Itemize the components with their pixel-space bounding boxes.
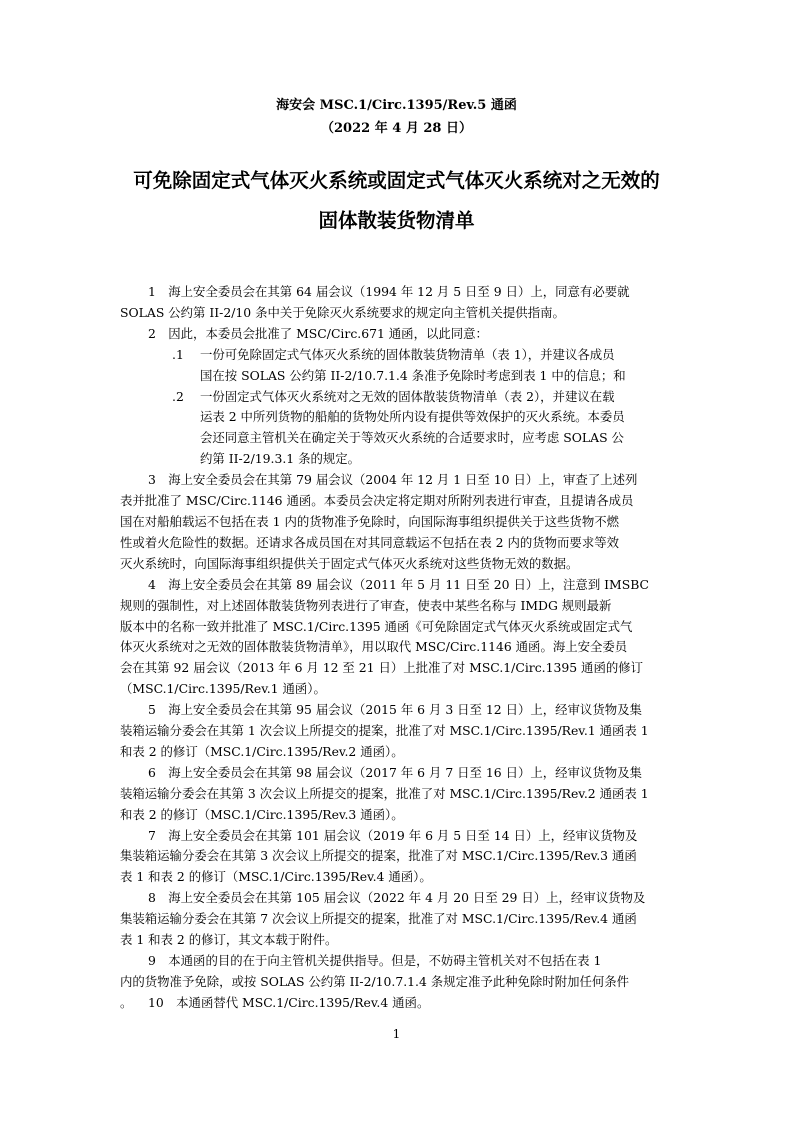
list-item-1: [120, 345, 674, 366]
paragraph-5-line: 和表 2 的修订（MSC.1/Circ.1395/Rev.2 通函）。: [120, 743, 404, 759]
paragraph-4-line: 4 海上安全委员会在其第 89 届会议（2011 年 5 月 11 日至 20 日）上，注意到 IMSBC: [148, 576, 650, 592]
paragraph-5-line: 5 海上安全委员会在其第 95 届会议（2015 年 6 月 3 日至 12 日）上，经审议货物及集: [148, 702, 642, 718]
paragraph-8-line: 8 海上安全委员会在其第 105 届会议（2022 年 4 月 20 日至 29 日）上，经审议货物及: [148, 890, 646, 906]
paragraph-3-line: 性或着火危险性的数据。还请求各成员国在对其同意载运不包括在表 2 内的货物而要求等效: [120, 534, 619, 550]
paragraph-4-line: （MSC.1/Circ.1395/Rev.1 通函）。: [120, 681, 326, 697]
list-item-2: [120, 387, 674, 408]
list-item-1-marker: .1: [172, 346, 184, 362]
paragraph-4-line: 版本中的名称一致并批准了 MSC.1/Circ.1395 通函《可免除固定式气体灭火系统或固定式气: [120, 618, 633, 634]
paragraph-1-line: SOLAS 公约第 II-2/10 条中关于免除灭火系统要求的规定向主管机关提供指南。: [120, 304, 565, 320]
paragraph-5-line: 装箱运输分委会在其第 1 次会议上所提交的提案，批准了对 MSC.1/Circ.1395/Rev.1 通函表 1: [120, 723, 649, 739]
paragraph-7-line: 7 海上安全委员会在其第 101 届会议（2019 年 6 月 5 日至 14 日）上，经审议货物及: [148, 827, 638, 843]
paragraph-10-line: [120, 993, 674, 1014]
paragraph-10: 10 本通函替代 MSC.1/Circ.1395/Rev.4 通函。: [148, 994, 430, 1010]
paragraph-4-line: 体灭火系统对之无效的固体散装货物清单》，用以取代 MSC/Circ.1146 通函。海上安全委员: [120, 639, 628, 655]
circular-title: 海安会 MSC.1/Circ.1395/Rev.5 通函: [276, 98, 517, 113]
paragraph-6-line: 和表 2 的修订（MSC.1/Circ.1395/Rev.3 通函）。: [120, 806, 404, 822]
list-item-2-line: 约第 II-2/19.3.1 条的规定。: [200, 451, 361, 467]
paragraph-4-line: 规则的强制性，对上述固体散装货物列表进行了审查，使表中某些名称与 IMDG 规则最新: [120, 597, 612, 613]
list-item-1-line: 国在按 SOLAS 公约第 II-2/10.7.1.4 条准予免除时考虑到表 1 中的信息；和: [200, 367, 626, 383]
list-item-1-line: 一份可免除固定式气体灭火系统的固体散装货物清单（表 1），并建议各成员: [200, 346, 615, 362]
paragraph-9-line: 内的货物准予免除，或按 SOLAS 公约第 II-2/10.7.1.4 条规定准予此种免除时附加任何条件: [120, 973, 630, 989]
document-body: [120, 282, 674, 1014]
paragraph-6-line: 装箱运输分委会在其第 3 次会议上所提交的提案，批准了对 MSC.1/Circ.1395/Rev.2 通函表 1: [120, 785, 649, 801]
paragraph-7-line: 集装箱运输分委会在其第 3 次会议上所提交的提案，批准了对 MSC.1/Circ.1395/Rev.3 通函: [120, 848, 637, 864]
circular-date: （2022 年 4 月 28 日）: [321, 121, 472, 136]
paragraph-4-line: 会在其第 92 届会议（2013 年 6 月 12 至 21 日）上批准了对 MSC.1/Circ.1395 通函的修订: [120, 660, 644, 676]
document-title-line-2: 固体散装货物清单: [318, 209, 475, 232]
paragraph-9-end: 。: [120, 994, 133, 1010]
paragraph-3-line: 3 海上安全委员会在其第 79 届会议（2004 年 12 月 1 日至 10 日）上，审查了上述列: [148, 472, 638, 488]
list-item-2-line: 一份固定式气体灭火系统对之无效的固体散装货物清单（表 2），并建议在载: [200, 388, 615, 404]
paragraph-2: 2 因此，本委员会批准了 MSC/Circ.671 通函，以此同意：: [148, 325, 488, 341]
paragraph-6-line: 6 海上安全委员会在其第 98 届会议（2017 年 6 月 7 日至 16 日）上，经审议货物及集: [148, 764, 642, 780]
paragraph-8-line: 集装箱运输分委会在其第 7 次会议上所提交的提案，批准了对 MSC.1/Circ.1395/Rev.4 通函: [120, 911, 637, 927]
paragraph-3-line: 国在对船舶载运不包括在表 1 内的货物准予免除时，向国际海事组织提供关于这些货物不燃: [120, 513, 619, 529]
paragraph-3-line: 灭火系统时，向国际海事组织提供关于固定式气体灭火系统对这些货物无效的数据。: [120, 555, 579, 571]
paragraph-3-line: 表并批准了 MSC/Circ.1146 通函。本委员会决定将定期对所附列表进行审查，且提请各成员: [120, 493, 634, 509]
paragraph-8-line: 表 1 和表 2 的修订，其文本载于附件。: [120, 932, 338, 948]
paragraph-7-line: 表 1 和表 2 的修订（MSC.1/Circ.1395/Rev.4 通函）。: [120, 869, 432, 885]
paragraph-1-line: 1 海上安全委员会在其第 64 届会议（1994 年 12 月 5 日至 9 日）上，同意有必要就: [148, 284, 630, 299]
paragraph-9-line: 9 本通函的目的在于向主管机关提供指导。但是，不妨碍主管机关对不包括在表 1: [148, 953, 602, 968]
list-item-2-marker: .2: [172, 388, 184, 404]
list-item-2-line: 运表 2 中所列货物的船舶的货物处所内设有提供等效保护的灭火系统。本委员: [200, 409, 625, 425]
list-item-2-line: 会还同意主管机关在确定关于等效灭火系统的合适要求时，应考虑 SOLAS 公: [200, 430, 624, 446]
page-number: 1: [392, 1027, 401, 1041]
document-title-line-1: 可免除固定式气体灭火系统或固定式气体灭火系统对之无效的: [133, 169, 660, 192]
